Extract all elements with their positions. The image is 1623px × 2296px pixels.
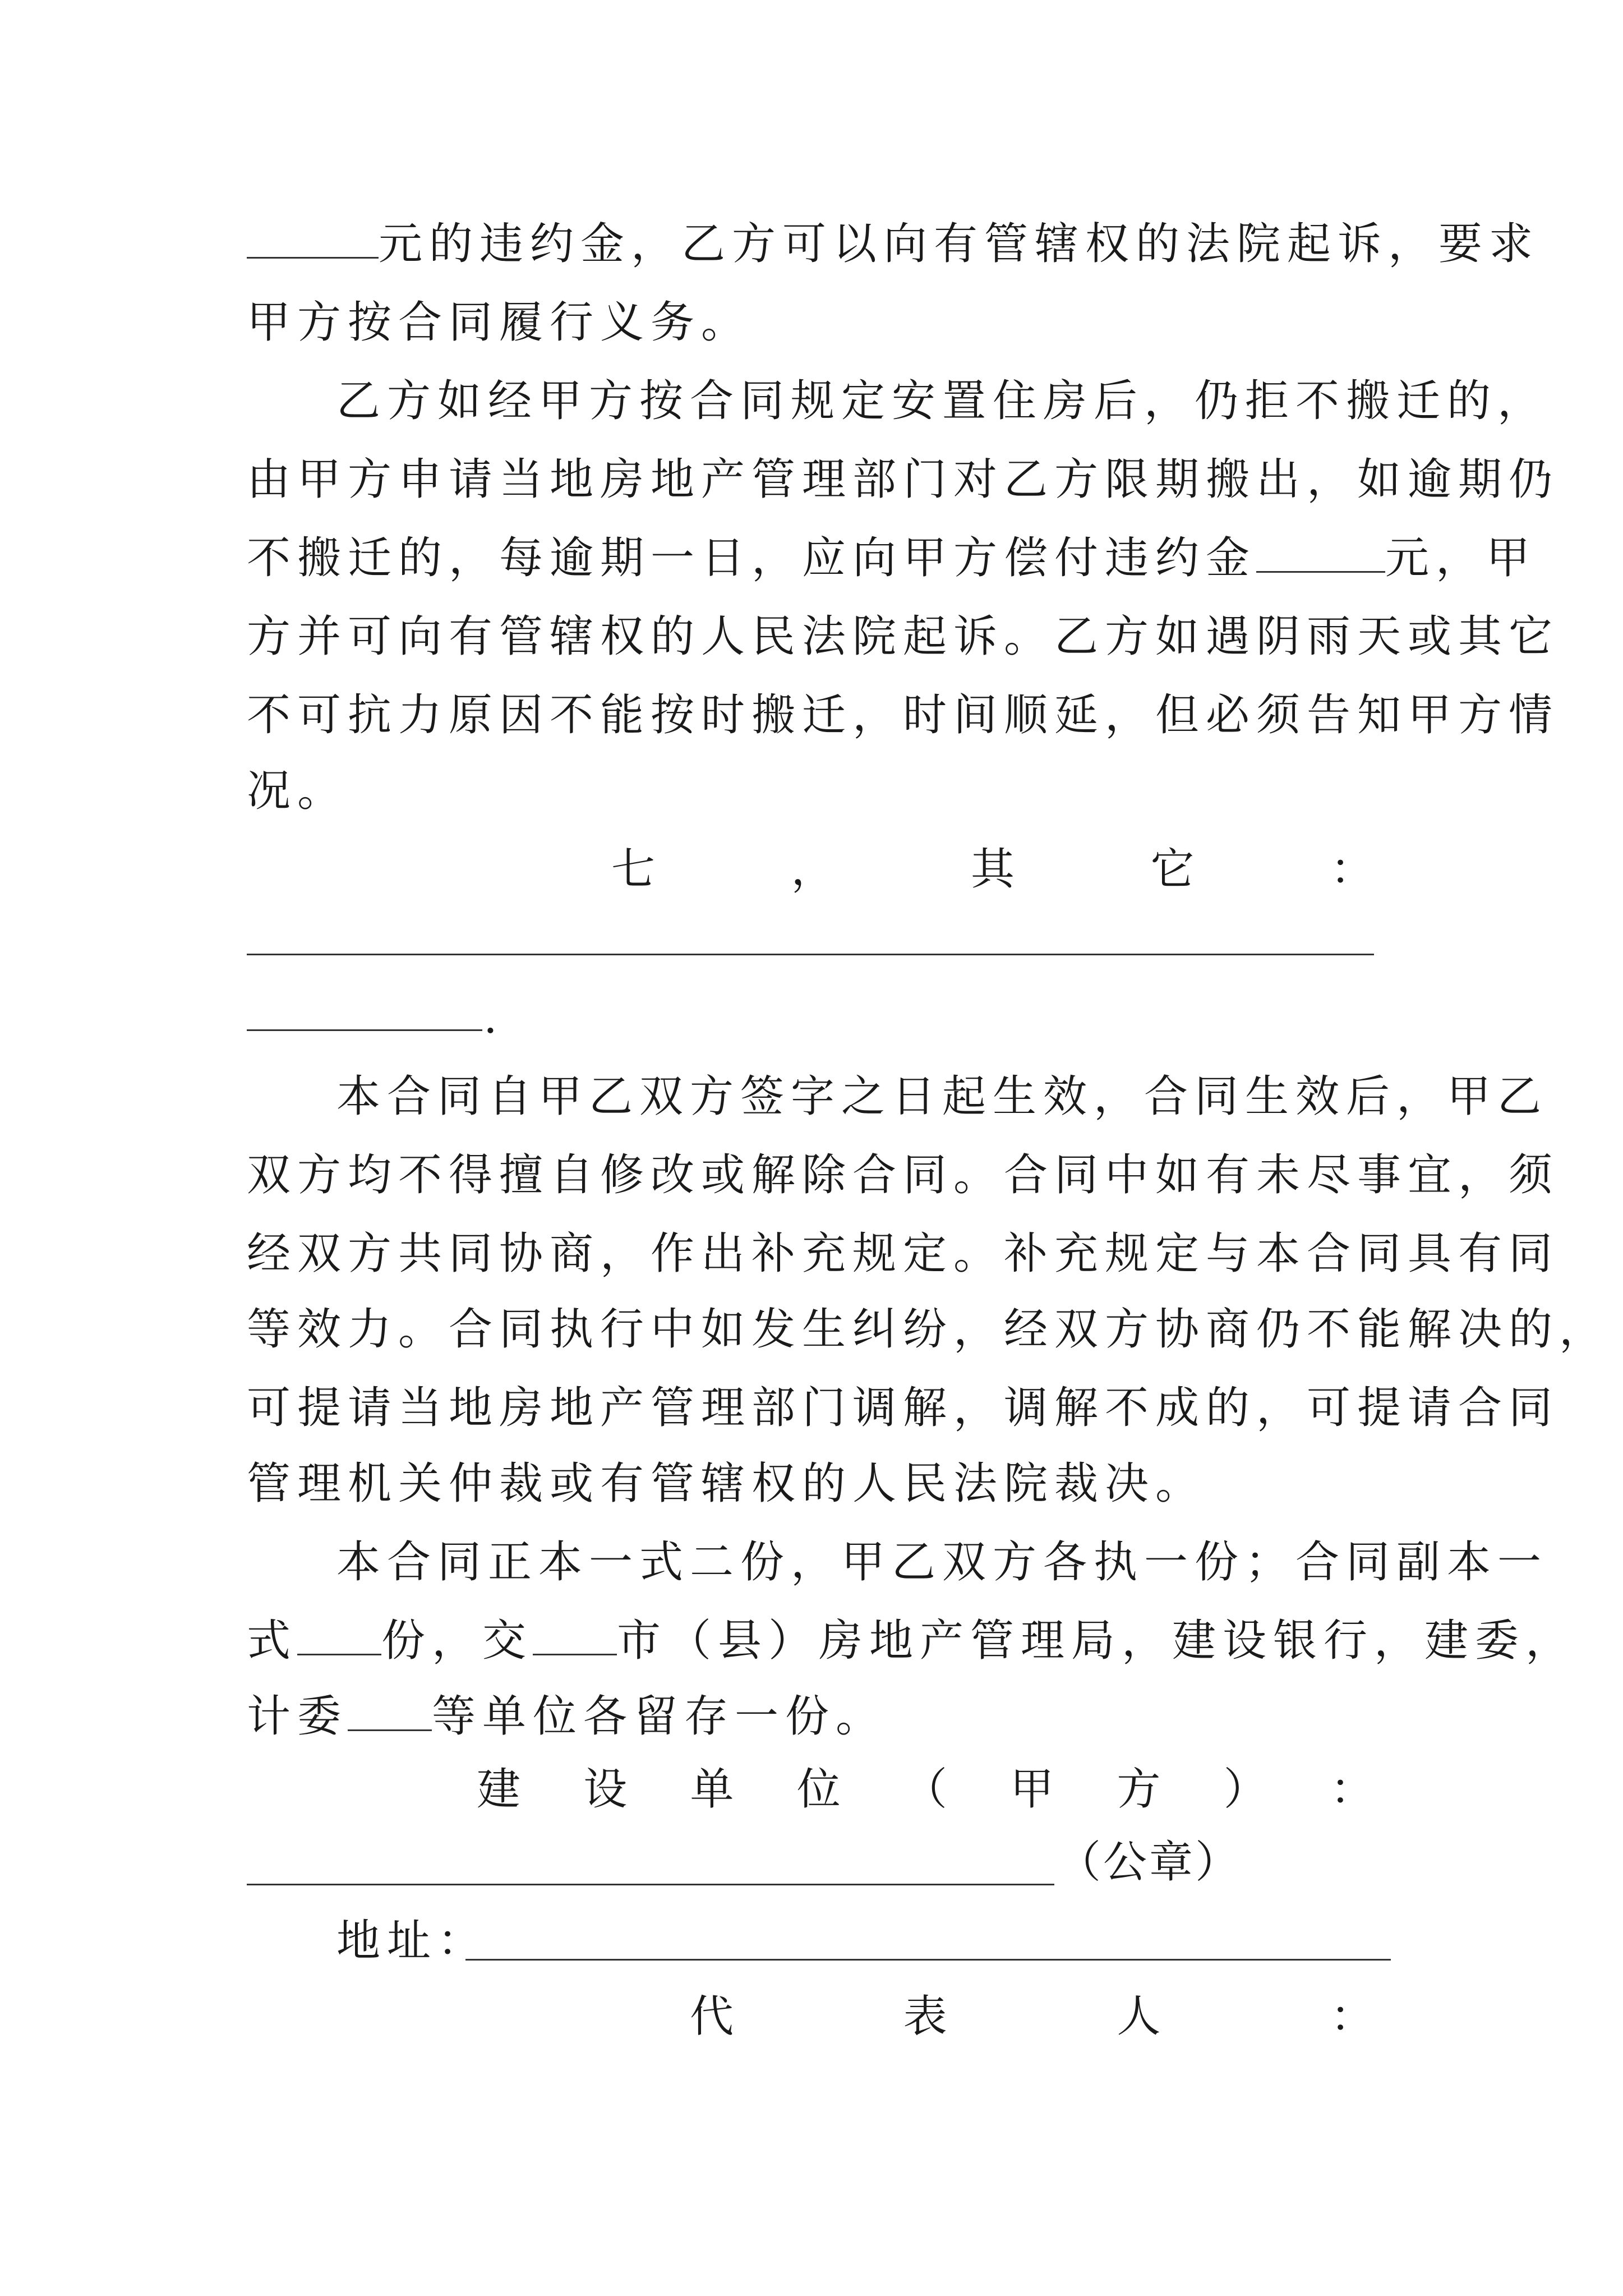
para2-line1: 乙方如经甲方按合同规定安置住房后，仍拒不搬迁的，	[336, 376, 1548, 426]
para4-line1: 本合同正本一式二份，甲乙双方各执一份；合同副本一	[336, 1537, 1548, 1588]
para4-line3	[247, 1688, 1396, 1745]
para1-line2: 甲方按合同履行义务。	[247, 297, 752, 348]
para1-line1	[247, 216, 1540, 272]
builder-char: ：	[1330, 1764, 1374, 1815]
builder-char: 设	[583, 1764, 628, 1815]
address-line	[465, 1959, 1391, 1961]
section7-heading	[611, 841, 1374, 898]
para3-line6: 管理机关仲裁或有管辖权的人民法院裁决。	[247, 1458, 1206, 1509]
para3-line2: 双方均不得擅自修改或解除合同。合同中如有未尽事宜，须	[247, 1150, 1560, 1200]
section7-fill-line-short	[247, 1029, 482, 1031]
seal-label: （公章）	[1057, 1837, 1242, 1888]
section7-char: 七	[611, 844, 656, 895]
address-label: 地址：	[336, 1916, 488, 1966]
para2-line3	[247, 530, 1537, 586]
section7-char: ，	[791, 844, 835, 895]
para2-line3-a: 不搬迁的，每逾期一日，应向甲方偿付违约金	[247, 533, 1257, 583]
para2-line3-b: 元，甲	[1385, 533, 1537, 583]
para3-line1: 本合同自甲乙双方签字之日起生效，合同生效后，甲乙	[336, 1071, 1548, 1122]
para1-line1-text: 元的违约金，乙方可以向有管辖权的法院起诉，要求	[379, 219, 1540, 269]
builder-char: 位	[796, 1764, 841, 1815]
para4-line2-a: 式	[247, 1616, 298, 1666]
para2-line2: 由甲方申请当地房地产管理部门对乙方限期搬出，如逾期仍	[247, 454, 1560, 505]
builder-char: （	[903, 1764, 947, 1815]
para4-line3-b: 等单位各留存一份。	[432, 1691, 887, 1742]
builder-char: 建	[477, 1764, 521, 1815]
para4-line2-c: 市（县）房地产管理局，建设银行，建委，	[617, 1616, 1576, 1666]
para3-line4: 等效力。合同执行中如发生纠纷，经双方协商仍不能解决的，	[247, 1304, 1610, 1355]
builder-char: 甲	[1010, 1764, 1054, 1815]
section7-char: 其	[970, 844, 1015, 895]
para3-line3: 经双方共同协商，作出补充规定。补充规定与本合同具有同	[247, 1228, 1560, 1279]
rep-char: 代	[690, 1991, 734, 2042]
rep-char: 人	[1117, 1991, 1161, 2042]
rep-char: ：	[1330, 1991, 1374, 2042]
builder-char: 方	[1117, 1764, 1161, 1815]
builder-char: 单	[690, 1764, 734, 1815]
builder-char: ）	[1223, 1764, 1267, 1815]
section7-char: 它	[1150, 844, 1195, 895]
amount-blank	[247, 218, 379, 259]
seal-signature-line	[247, 1884, 1054, 1885]
section7-fill-line	[247, 954, 1374, 955]
para2-line5: 不可抗力原因不能按时搬迁，时间顺延，但必须告知甲方情	[247, 690, 1560, 740]
para3-line5: 可提请当地房地产管理部门调解，调解不成的，可提请合同	[247, 1383, 1560, 1433]
builder-party-label	[477, 1761, 1374, 1818]
para4-line2-b: 份，交	[381, 1616, 533, 1666]
para2-line4: 方并可向有管辖权的人民法院起诉。乙方如遇阴雨天或其它	[247, 611, 1560, 662]
rep-char: 表	[903, 1991, 947, 2042]
section7-end-mark: .	[483, 993, 497, 1043]
para2-line6: 况。	[247, 766, 348, 816]
representative-label	[690, 1989, 1374, 2045]
para4-line3-a: 计委	[247, 1691, 348, 1742]
section7-char: ：	[1330, 844, 1374, 895]
para4-line2	[247, 1613, 1576, 1669]
planning-blank	[348, 1690, 432, 1731]
city-blank	[533, 1614, 617, 1655]
penalty-blank	[1256, 532, 1385, 573]
copies-blank	[297, 1614, 381, 1655]
